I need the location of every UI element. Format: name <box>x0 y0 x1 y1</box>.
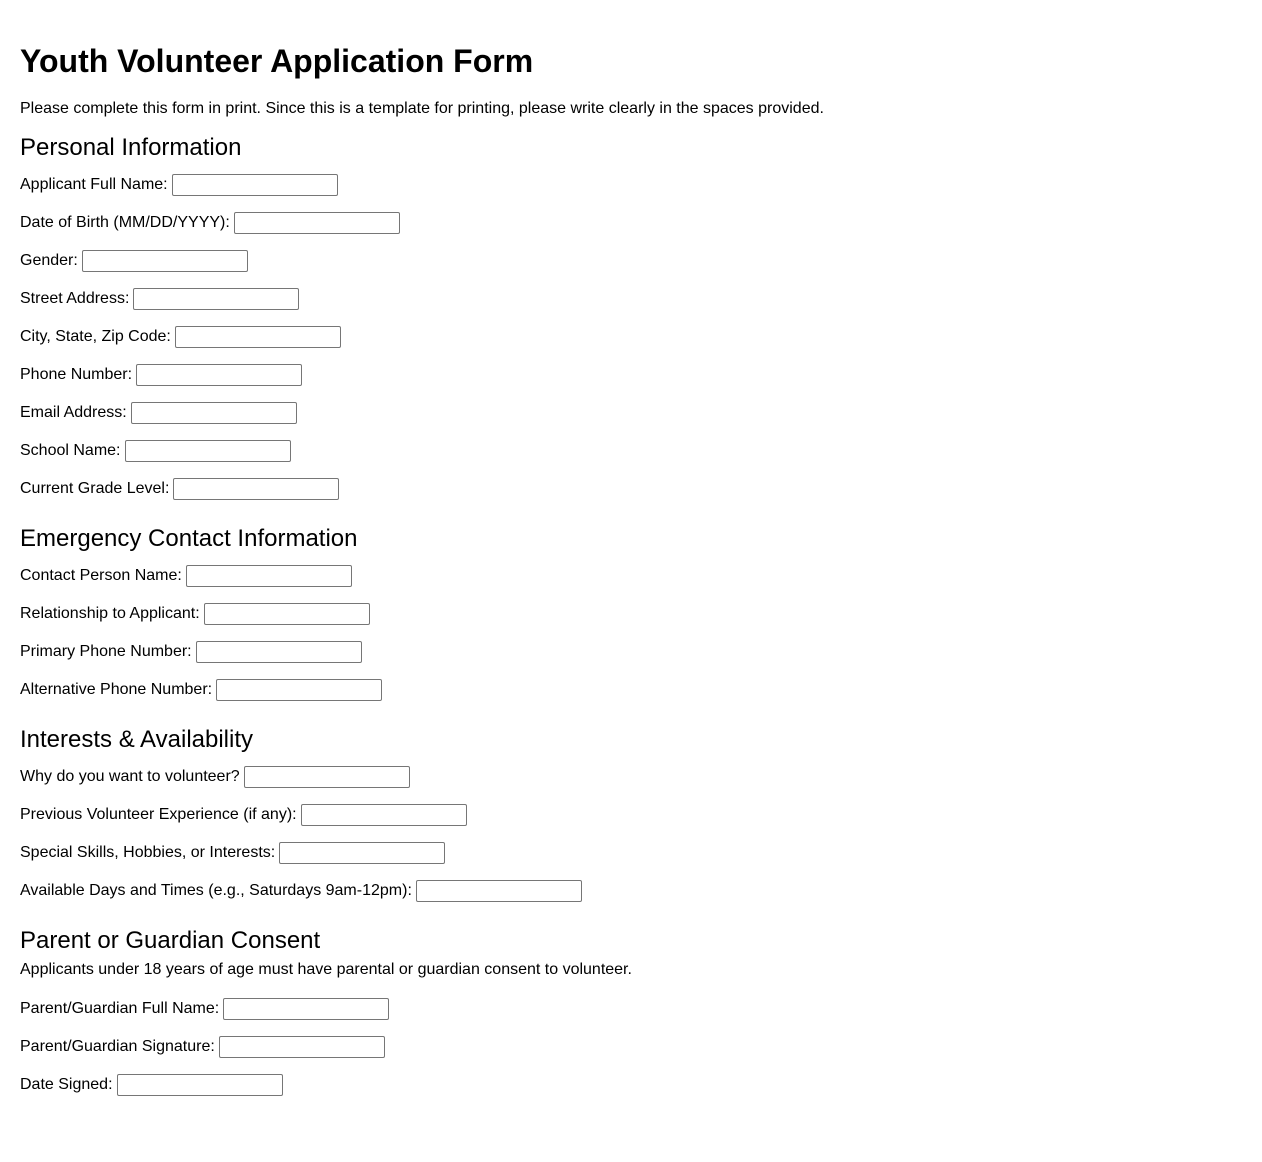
grade-level-label: Current Grade Level: <box>20 480 170 497</box>
field-row-availability <box>20 872 1262 910</box>
guardian-name-input[interactable] <box>223 998 389 1020</box>
dob-label: Date of Birth (MM/DD/YYYY): <box>20 214 230 231</box>
field-row-guardian-signature <box>20 1028 1262 1066</box>
field-row-contact-name <box>20 557 1262 595</box>
city-state-zip-label: City, State, Zip Code: <box>20 328 171 345</box>
alt-phone-label: Alternative Phone Number: <box>20 681 213 698</box>
field-row-school <box>20 432 1262 470</box>
date-signed-label: Date Signed: <box>20 1076 113 1093</box>
section-heading-interests: Interests & Availability <box>20 726 254 753</box>
field-row-dob <box>20 204 1262 242</box>
personal-information-section <box>20 133 1262 508</box>
field-row-city <box>20 318 1262 356</box>
field-row-phone <box>20 356 1262 394</box>
street-address-input[interactable] <box>133 288 299 310</box>
date-signed-input[interactable] <box>117 1074 283 1096</box>
phone-number-label: Phone Number: <box>20 366 133 383</box>
guardian-name-label: Parent/Guardian Full Name: <box>20 1000 220 1017</box>
gender-label: Gender: <box>20 252 78 269</box>
page-title: Youth Volunteer Application Form <box>20 43 534 79</box>
field-row-street <box>20 280 1262 318</box>
why-volunteer-input[interactable] <box>244 766 410 788</box>
section-heading-personal: Personal Information <box>20 134 242 161</box>
field-row-why <box>20 758 1262 796</box>
school-name-input[interactable] <box>125 440 291 462</box>
contact-name-input[interactable] <box>186 565 352 587</box>
section-heading-emergency: Emergency Contact Information <box>20 525 358 552</box>
phone-number-input[interactable] <box>136 364 302 386</box>
field-row-alt-phone <box>20 671 1262 709</box>
field-row-gender <box>20 242 1262 280</box>
field-row-guardian-name <box>20 990 1262 1028</box>
field-row-full-name <box>20 166 1262 204</box>
school-name-label: School Name: <box>20 442 121 459</box>
field-row-email <box>20 394 1262 432</box>
interests-availability-section <box>20 725 1262 910</box>
field-row-date-signed <box>20 1066 1262 1104</box>
dob-input[interactable] <box>234 212 400 234</box>
relationship-input[interactable] <box>204 603 370 625</box>
full-name-input[interactable] <box>172 174 338 196</box>
field-row-skills <box>20 834 1262 872</box>
primary-phone-label: Primary Phone Number: <box>20 643 192 660</box>
field-row-experience <box>20 796 1262 834</box>
guardian-signature-label: Parent/Guardian Signature: <box>20 1038 215 1055</box>
alt-phone-input[interactable] <box>216 679 382 701</box>
email-address-label: Email Address: <box>20 404 127 421</box>
emergency-contact-section <box>20 524 1262 709</box>
guardian-consent-section <box>20 926 1262 1104</box>
field-row-relationship <box>20 595 1262 633</box>
full-name-label: Applicant Full Name: <box>20 176 168 193</box>
street-address-label: Street Address: <box>20 290 130 307</box>
skills-label: Special Skills, Hobbies, or Interests: <box>20 844 276 861</box>
field-row-grade <box>20 470 1262 508</box>
guardian-signature-input[interactable] <box>219 1036 385 1058</box>
experience-input[interactable] <box>301 804 467 826</box>
availability-label: Available Days and Times (e.g., Saturdays 9am-12pm): <box>20 882 412 899</box>
consent-note: Applicants under 18 years of age must have parental or guardian consent to volunteer. <box>20 961 632 978</box>
email-address-input[interactable] <box>131 402 297 424</box>
availability-input[interactable] <box>416 880 582 902</box>
primary-phone-input[interactable] <box>196 641 362 663</box>
contact-name-label: Contact Person Name: <box>20 567 182 584</box>
relationship-label: Relationship to Applicant: <box>20 605 200 622</box>
why-volunteer-label: Why do you want to volunteer? <box>20 768 240 785</box>
section-heading-consent: Parent or Guardian Consent <box>20 927 321 954</box>
experience-label: Previous Volunteer Experience (if any): <box>20 806 297 823</box>
gender-input[interactable] <box>82 250 248 272</box>
skills-input[interactable] <box>279 842 445 864</box>
city-state-zip-input[interactable] <box>175 326 341 348</box>
field-row-primary-phone <box>20 633 1262 671</box>
grade-level-input[interactable] <box>173 478 339 500</box>
intro-text: Please complete this form in print. Since this is a template for printing, please write clearly in the spaces provided. <box>20 100 824 117</box>
